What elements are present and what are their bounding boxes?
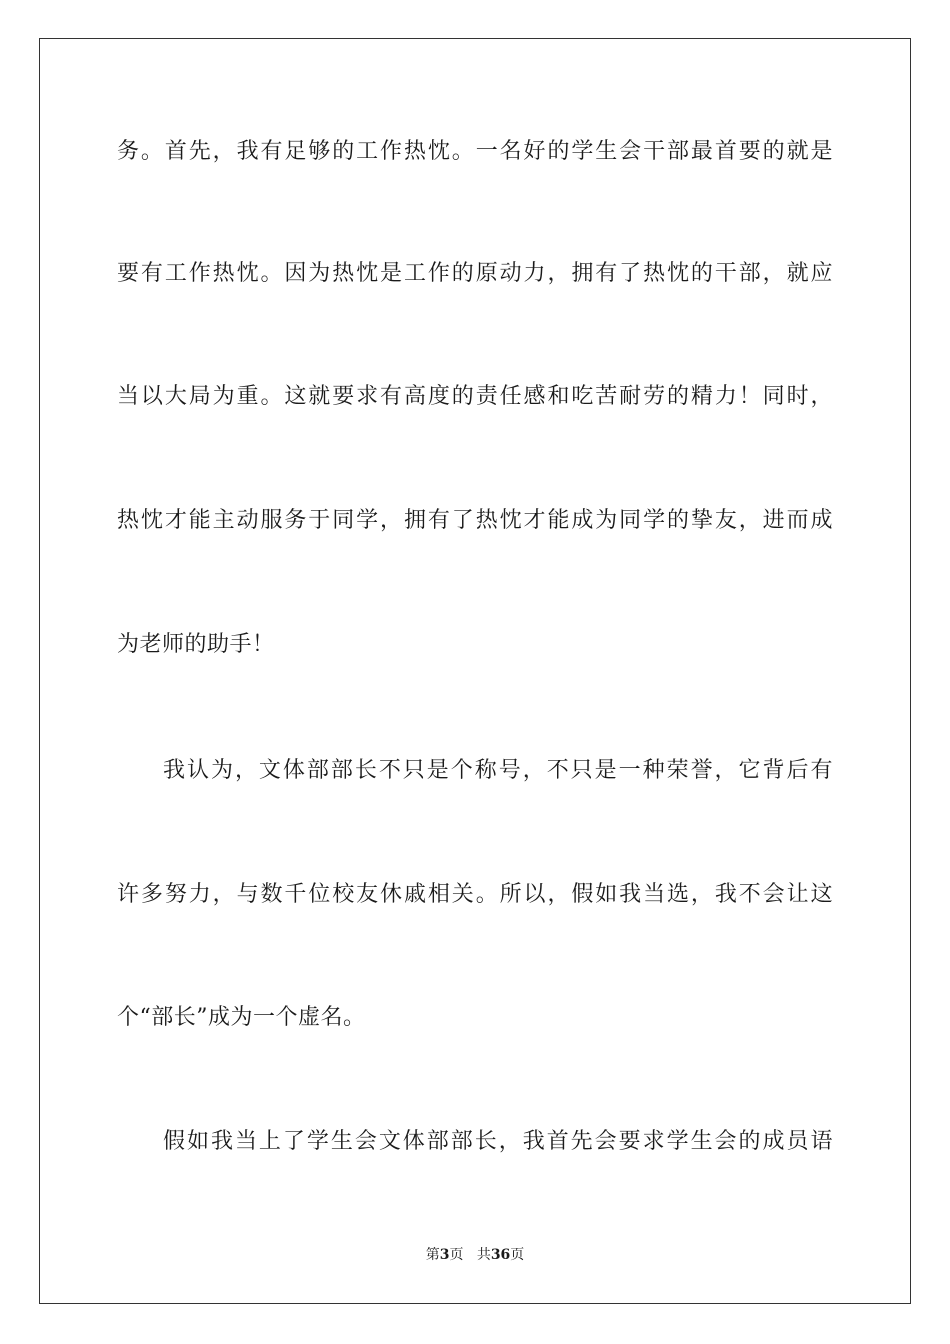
- paragraph-start-line: 假如我当上了学生会文体部部长，我首先会要求学生会的成员语: [163, 1129, 833, 1154]
- page-border: [39, 38, 911, 1304]
- page-suffix: 页: [449, 1247, 464, 1263]
- total-prefix: 共: [476, 1247, 491, 1263]
- paragraph-start-line: 我认为，文体部部长不只是个称号，不只是一种荣誉，它背后有: [163, 758, 833, 783]
- page-footer: [0, 1246, 950, 1264]
- text-line: 要有工作热忱。因为热忱是工作的原动力，拥有了热忱的干部，就应: [117, 261, 833, 286]
- text-line: 务。首先，我有足够的工作热忱。一名好的学生会干部最首要的就是: [117, 139, 833, 164]
- text-line: 热忱才能主动服务于同学，拥有了热忱才能成为同学的挚友，进而成: [117, 508, 833, 533]
- text-line: 为老师的助手！: [117, 632, 275, 657]
- total-pages: 36: [490, 1247, 511, 1263]
- text-line: 当以大局为重。这就要求有高度的责任感和吃苦耐劳的精力！同时，: [117, 384, 833, 409]
- text-line: 个“部长”成为一个虚名。: [117, 1005, 366, 1030]
- text-line: 许多努力，与数千位校友休戚相关。所以，假如我当选，我不会让这: [117, 882, 833, 907]
- page-prefix: 第: [425, 1247, 440, 1263]
- page-number: 3: [439, 1247, 450, 1263]
- total-suffix: 页: [510, 1247, 525, 1263]
